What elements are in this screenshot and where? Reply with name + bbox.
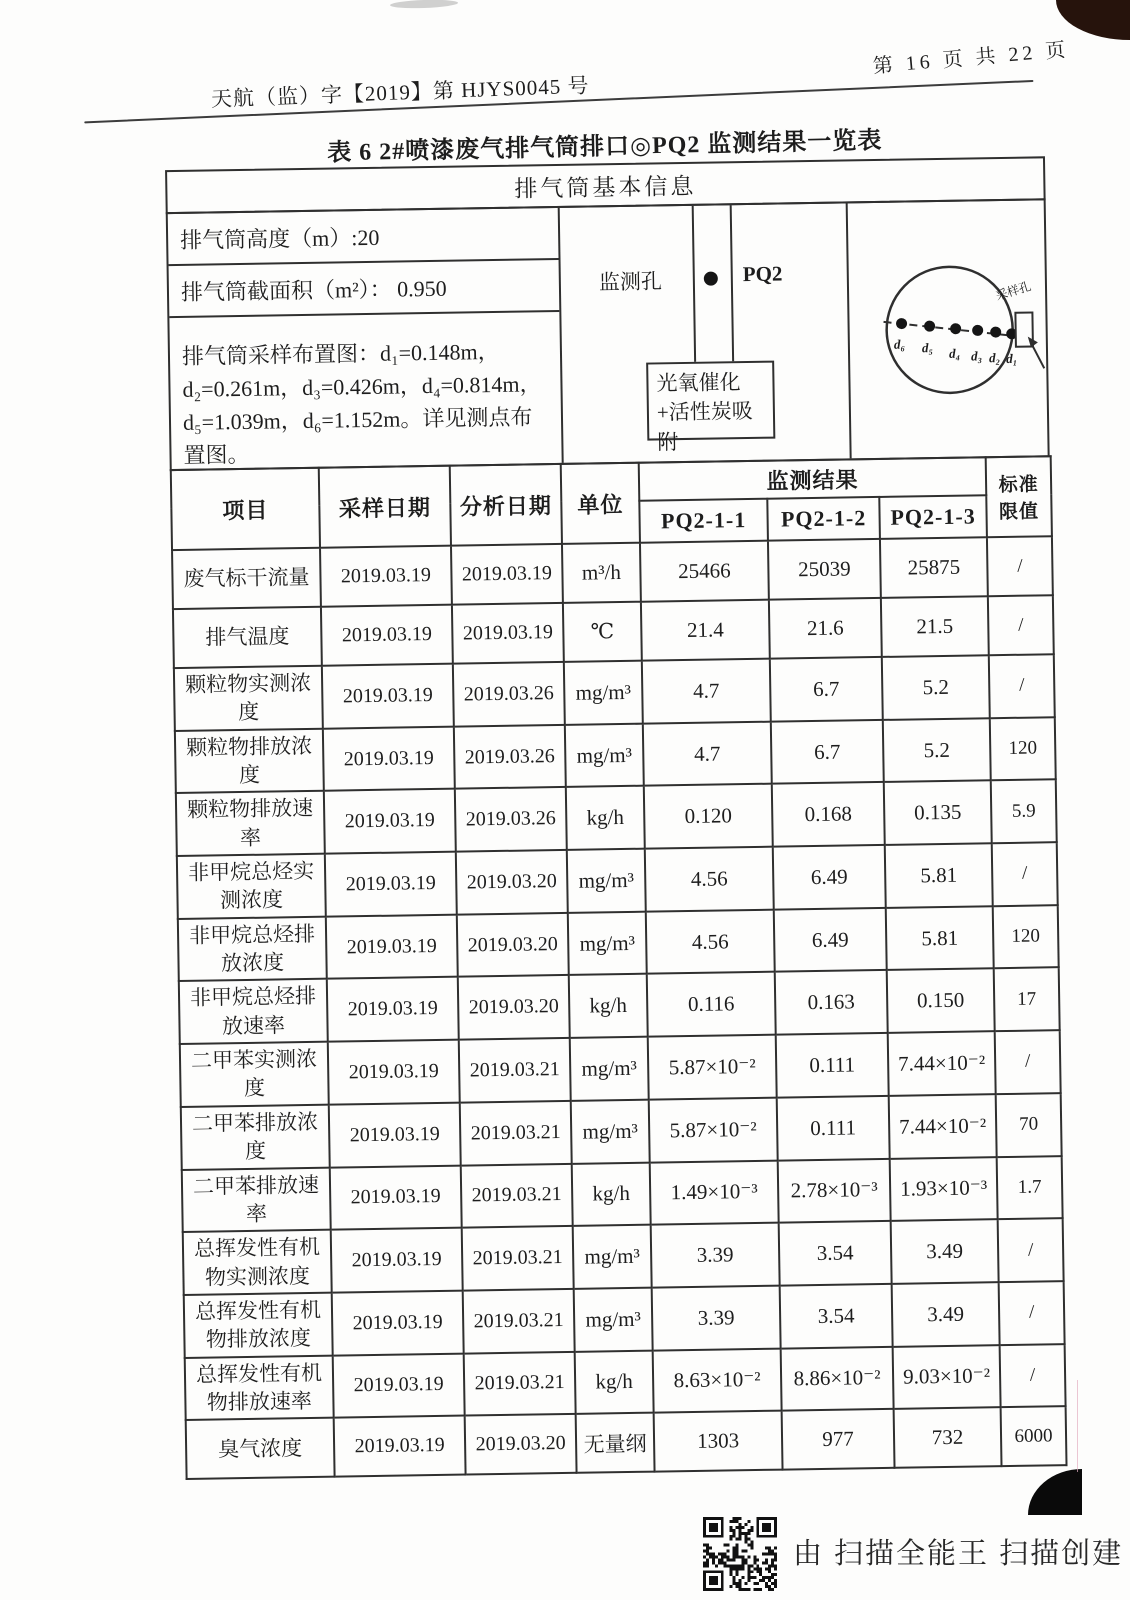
row-result-pq2-1-1: 3.39 (651, 1223, 780, 1288)
row-unit: mg/m³ (574, 1287, 653, 1351)
treatment-box: 光氧催化+活性炭吸附 (646, 361, 775, 441)
svg-text:d₁: d₁ (1006, 350, 1018, 366)
scan-line-artifact (1077, 1380, 1078, 1472)
svg-text:d₃: d₃ (970, 348, 983, 364)
row-analysis-date: 2019.03.21 (463, 1289, 575, 1353)
table-header (171, 456, 1052, 550)
basic-info-left-column (168, 208, 564, 469)
row-sample-date: 2019.03.19 (331, 1228, 463, 1293)
row-sample-date: 2019.03.19 (321, 605, 453, 666)
row-result-pq2-1-3: 7.44×10⁻² (888, 1031, 996, 1095)
row-unit: mg/m³ (568, 911, 647, 975)
row-item-label: 非甲烷总烃排放速率 (179, 979, 328, 1044)
row-unit: mg/m³ (564, 661, 643, 725)
row-analysis-date: 2019.03.21 (461, 1163, 573, 1227)
row-unit: 无量纲 (576, 1413, 655, 1473)
row-result-pq2-1-3: 1.93×10⁻³ (890, 1157, 998, 1221)
row-item-label: 臭气浓度 (186, 1418, 335, 1479)
header-sample-date: 采样日期 (319, 466, 451, 548)
row-analysis-date: 2019.03.26 (455, 787, 567, 851)
row-item-label: 总挥发性有机物排放浓度 (184, 1293, 333, 1358)
page-indicator: 第 16 页 共 22 页 (871, 39, 1071, 78)
row-item-label: 颗粒物排放浓度 (175, 728, 324, 793)
row-analysis-date: 2019.03.19 (452, 603, 564, 664)
row-result-pq2-1-1: 25466 (640, 541, 769, 602)
row-limit: 1.7 (997, 1156, 1063, 1220)
row-sample-date: 2019.03.19 (323, 726, 455, 791)
row-unit: kg/h (575, 1350, 654, 1414)
row-result-pq2-1-3: 5.2 (882, 655, 990, 719)
row-analysis-date: 2019.03.20 (465, 1414, 577, 1475)
cross-section-diagram (848, 200, 1048, 458)
row-result-pq2-1-2: 0.111 (777, 1096, 890, 1160)
row-result-pq2-1-2: 0.168 (772, 782, 885, 846)
row-result-pq2-1-3: 5.2 (883, 718, 991, 782)
row-sample-date: 2019.03.19 (328, 1040, 460, 1105)
row-result-pq2-1-1: 4.56 (646, 909, 775, 974)
row-limit: 120 (993, 905, 1059, 969)
row-item-label: 颗粒物排放速率 (176, 791, 325, 856)
row-item-label: 颗粒物实测浓度 (174, 666, 323, 731)
row-limit: / (992, 842, 1058, 906)
row-limit: / (989, 654, 1055, 718)
row-sample-date: 2019.03.19 (325, 852, 457, 917)
svg-text:d₆: d₆ (893, 336, 906, 352)
row-sample-date: 2019.03.19 (324, 789, 456, 854)
row-result-pq2-1-2: 0.163 (775, 970, 888, 1034)
row-result-pq2-1-1: 5.87×10⁻² (648, 1035, 777, 1100)
row-sample-date: 2019.03.19 (333, 1353, 465, 1418)
row-sample-date: 2019.03.19 (329, 1102, 461, 1167)
row-result-pq2-1-2: 21.6 (769, 598, 882, 659)
row-item-label: 非甲烷总烃排放浓度 (178, 916, 327, 981)
header-result-col-1: PQ2-1-1 (639, 499, 768, 543)
row-analysis-date: 2019.03.26 (453, 662, 565, 726)
row-result-pq2-1-2: 977 (782, 1409, 895, 1470)
header-limit: 标准限值 (986, 456, 1052, 537)
row-sample-date: 2019.03.19 (320, 546, 452, 607)
row-unit: mg/m³ (567, 849, 646, 913)
row-result-pq2-1-3: 3.49 (891, 1219, 999, 1283)
row-analysis-date: 2019.03.21 (462, 1226, 574, 1290)
row-limit: 70 (996, 1093, 1062, 1157)
stack-diagram (560, 203, 852, 462)
row-item-label: 二甲苯排放速率 (182, 1167, 331, 1232)
row-result-pq2-1-3: 7.44×10⁻² (889, 1094, 997, 1158)
row-result-pq2-1-3: 0.135 (884, 781, 992, 845)
row-unit: mg/m³ (570, 1037, 649, 1101)
svg-text:d₂: d₂ (988, 350, 1001, 366)
row-limit: / (998, 1218, 1064, 1282)
sampling-point-labels (894, 335, 1018, 368)
row-analysis-date: 2019.03.20 (458, 975, 570, 1039)
row-analysis-date: 2019.03.20 (457, 913, 569, 977)
row-result-pq2-1-2: 6.7 (770, 657, 883, 721)
table-body (172, 536, 1067, 1479)
cross-section-cell: 排气筒截面积（m²）： 0.950 (169, 260, 560, 318)
row-sample-date: 2019.03.19 (322, 664, 454, 729)
row-unit: kg/h (572, 1162, 651, 1226)
row-limit: 17 (994, 968, 1060, 1032)
row-item-label: 二甲苯排放浓度 (181, 1104, 330, 1169)
row-result-pq2-1-3: 5.81 (885, 843, 993, 907)
table-row (186, 1406, 1067, 1479)
row-sample-date: 2019.03.19 (327, 977, 459, 1042)
row-sample-date: 2019.03.19 (326, 914, 458, 979)
row-limit: 6000 (1001, 1406, 1067, 1466)
row-result-pq2-1-3: 5.81 (886, 906, 994, 970)
outlet-label: PQ2 (742, 261, 783, 287)
row-analysis-date: 2019.03.19 (451, 544, 563, 605)
row-limit: / (999, 1281, 1065, 1345)
row-unit: kg/h (566, 786, 645, 850)
row-limit: 120 (990, 717, 1056, 781)
row-analysis-date: 2019.03.21 (459, 1038, 571, 1102)
header-result-col-2: PQ2-1-2 (767, 497, 880, 541)
row-analysis-date: 2019.03.21 (464, 1351, 576, 1415)
table-title: 表 6 2#喷漆废气排气筒排口◎PQ2 监测结果一览表 (326, 127, 883, 167)
results-sheet (165, 156, 1065, 1480)
row-result-pq2-1-1: 4.56 (645, 847, 774, 912)
sampling-layout-cell: 排气筒采样布置图：d₁=0.148m，d₂=0.261m，d₃=0.426m，d₄=0.814m，d₅=1.039m，d₆=1.152m。详见测点布置图。 (181, 338, 542, 468)
row-result-pq2-1-3: 21.5 (881, 596, 989, 657)
row-result-pq2-1-1: 1303 (654, 1411, 783, 1472)
row-item-label: 非甲烷总烃实测浓度 (177, 854, 326, 919)
row-result-pq2-1-3: 732 (894, 1407, 1002, 1468)
header-unit: 单位 (561, 463, 640, 544)
row-result-pq2-1-1: 0.120 (644, 784, 773, 849)
row-item-label: 排气温度 (173, 607, 322, 668)
basic-info-body (166, 198, 1050, 471)
scan-credit: 由 扫描全能王 扫描创建 (793, 1538, 1124, 1570)
row-result-pq2-1-1: 4.7 (642, 659, 771, 724)
row-analysis-date: 2019.03.26 (454, 725, 566, 789)
row-result-pq2-1-1: 4.7 (643, 721, 772, 786)
qr-code (703, 1517, 777, 1591)
row-limit: / (987, 536, 1053, 596)
basic-info-section-title: 排气筒基本信息 (165, 156, 1046, 214)
header-analysis-date: 分析日期 (450, 464, 562, 546)
row-unit: mg/m³ (571, 1099, 650, 1163)
row-result-pq2-1-2: 0.111 (776, 1033, 889, 1097)
sampling-points (896, 316, 1017, 341)
sampling-port-label: 采样孔 (994, 279, 1033, 303)
row-sample-date: 2019.03.19 (332, 1290, 464, 1355)
row-item-label: 二甲苯实测浓度 (180, 1042, 329, 1107)
row-limit: / (1000, 1344, 1066, 1408)
row-unit: m³/h (562, 543, 641, 603)
row-result-pq2-1-1: 5.87×10⁻² (649, 1097, 778, 1162)
row-result-pq2-1-3: 9.03×10⁻² (893, 1345, 1001, 1409)
stack-wall-right (730, 205, 734, 361)
row-limit: / (995, 1030, 1061, 1094)
row-limit: 5.9 (991, 780, 1057, 844)
row-unit: kg/h (569, 974, 648, 1038)
row-sample-date: 2019.03.19 (330, 1165, 462, 1230)
row-result-pq2-1-2: 25039 (768, 539, 881, 600)
row-item-label: 总挥发性有机物排放速率 (185, 1355, 334, 1420)
row-result-pq2-1-1: 0.116 (647, 972, 776, 1037)
row-result-pq2-1-2: 8.86×10⁻² (781, 1346, 894, 1410)
stack-height-cell: 排气筒高度（m）:20 (168, 208, 559, 266)
header-result-col-3: PQ2-1-3 (879, 495, 987, 539)
monitor-port-label: 监测孔 (598, 269, 663, 295)
svg-text:d₄: d₄ (948, 345, 961, 361)
row-unit: ℃ (563, 602, 642, 662)
row-result-pq2-1-2: 6.49 (773, 845, 886, 909)
header-item: 项目 (171, 468, 320, 550)
row-result-pq2-1-1: 8.63×10⁻² (653, 1348, 782, 1413)
row-result-pq2-1-2: 6.7 (771, 720, 884, 784)
row-result-pq2-1-3: 25875 (880, 537, 988, 598)
row-result-pq2-1-1: 3.39 (652, 1285, 781, 1350)
header-results-group: 监测结果 (639, 457, 987, 500)
row-result-pq2-1-1: 21.4 (641, 600, 770, 661)
row-unit: mg/m³ (565, 723, 644, 787)
row-analysis-date: 2019.03.21 (460, 1101, 572, 1165)
monitor-port-dot-icon (704, 271, 718, 285)
row-analysis-date: 2019.03.20 (456, 850, 568, 914)
row-result-pq2-1-2: 3.54 (779, 1221, 892, 1285)
row-result-pq2-1-3: 0.150 (887, 969, 995, 1033)
row-item-label: 废气标干流量 (172, 548, 321, 609)
doc-number: 天航（监）字【2019】第 HJYS0045 号 (210, 73, 590, 112)
row-result-pq2-1-1: 1.49×10⁻³ (650, 1160, 779, 1225)
row-result-pq2-1-3: 3.49 (892, 1282, 1000, 1346)
row-sample-date: 2019.03.19 (334, 1416, 466, 1477)
row-item-label: 总挥发性有机物实测浓度 (183, 1230, 332, 1295)
stack-wall-left (692, 206, 696, 362)
stack-cross-section-svg (848, 200, 1048, 454)
row-result-pq2-1-2: 2.78×10⁻³ (778, 1158, 891, 1222)
sampling-port-arrow (1031, 342, 1044, 368)
row-unit: mg/m³ (573, 1225, 652, 1289)
monitoring-results-table (170, 455, 1068, 1480)
row-limit: / (988, 595, 1054, 655)
row-result-pq2-1-2: 6.49 (774, 908, 887, 972)
svg-text:d₅: d₅ (921, 340, 934, 356)
row-result-pq2-1-2: 3.54 (780, 1284, 893, 1348)
